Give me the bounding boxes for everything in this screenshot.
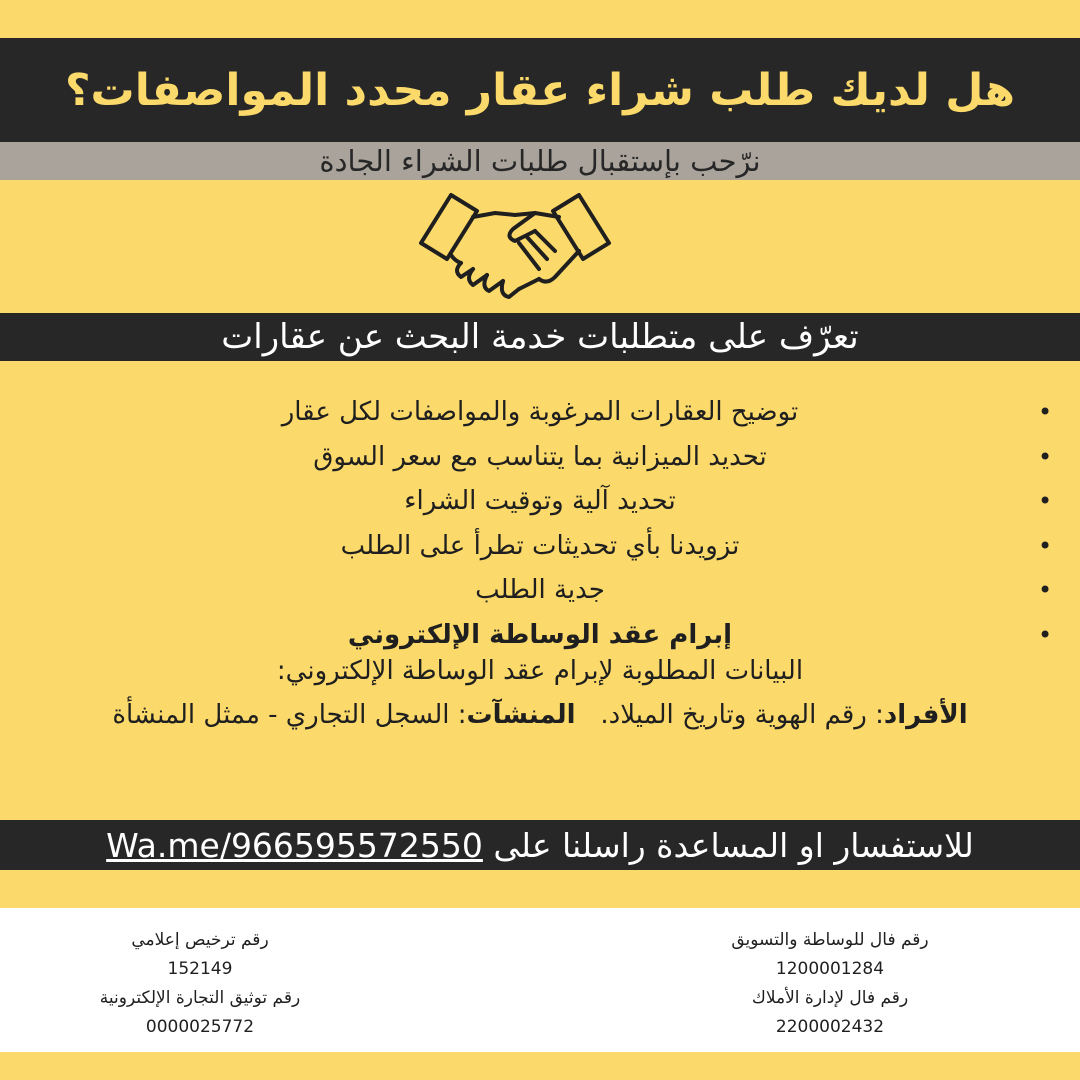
fal-numbers [680, 926, 980, 1042]
bullet: • [1038, 620, 1053, 649]
requirement-text: تحديد الميزانية بما يتناسب مع سعر السوق [313, 441, 767, 472]
list-item [0, 568, 1080, 613]
establishments-text: : السجل التجاري - ممثل المنشأة [112, 700, 467, 730]
page-title: هل لديك طلب شراء عقار محدد المواصفات؟ [64, 64, 1016, 116]
contact-banner [0, 820, 1080, 870]
fal-brokerage-number: 1200001284 [775, 959, 885, 979]
fal-property-label: رقم فال لإدارة الأملاك [751, 988, 909, 1008]
fal-brokerage-label: رقم فال للوساطة والتسويق [731, 930, 929, 950]
title-banner [0, 38, 1080, 142]
bullet: • [1038, 531, 1053, 560]
requirements-banner [0, 313, 1080, 361]
requirement-text: إبرام عقد الوساطة الإلكتروني [347, 619, 733, 650]
bullet: • [1038, 398, 1053, 426]
bottom-strip [0, 1052, 1080, 1080]
requirement-text: تزويدنا بأي تحديثات تطرأ على الطلب [340, 530, 740, 561]
required-data-types [0, 700, 1080, 730]
list-item [0, 524, 1080, 569]
footer [0, 908, 1080, 1052]
whatsapp-link[interactable]: Wa.me/966595572550 [106, 825, 483, 865]
bullet: • [1038, 487, 1053, 515]
handshake-icon [415, 185, 615, 310]
requirement-text: جدية الطلب [475, 575, 605, 605]
list-item [0, 390, 1080, 435]
ecommerce-number: 0000025772 [145, 1017, 255, 1037]
bullet: • [1038, 576, 1053, 604]
individuals-text: : رقم الهوية وتاريخ الميلاد. [600, 700, 884, 730]
individuals-label: الأفراد [883, 700, 968, 730]
requirements-list [0, 390, 1080, 657]
requirement-text: تحديد آلية وتوقيت الشراء [404, 486, 676, 516]
requirements-heading: تعرّف على متطلبات خدمة البحث عن عقارات [221, 317, 859, 357]
establishments-label: المنشآت [466, 700, 576, 730]
required-data-text: البيانات المطلوبة لإبرام عقد الوساطة الإلكتروني: [276, 656, 804, 686]
contact-text: للاستفسار او المساعدة راسلنا على [493, 825, 974, 865]
media-license-label: رقم ترخيص إعلامي [131, 930, 269, 950]
fal-property-number: 2200002432 [775, 1017, 885, 1037]
page-subtitle: نرّحب بإستقبال طلبات الشراء الجادة [319, 144, 761, 178]
list-item [0, 435, 1080, 480]
ecommerce-label: رقم توثيق التجارة الإلكترونية [99, 988, 301, 1008]
list-item [0, 613, 1080, 658]
list-item [0, 479, 1080, 524]
bullet: • [1038, 442, 1053, 471]
media-license-number: 152149 [167, 959, 233, 979]
license-numbers [50, 926, 350, 1042]
subtitle-banner [0, 142, 1080, 180]
requirement-text: توضيح العقارات المرغوبة والمواصفات لكل عقار [281, 397, 799, 427]
